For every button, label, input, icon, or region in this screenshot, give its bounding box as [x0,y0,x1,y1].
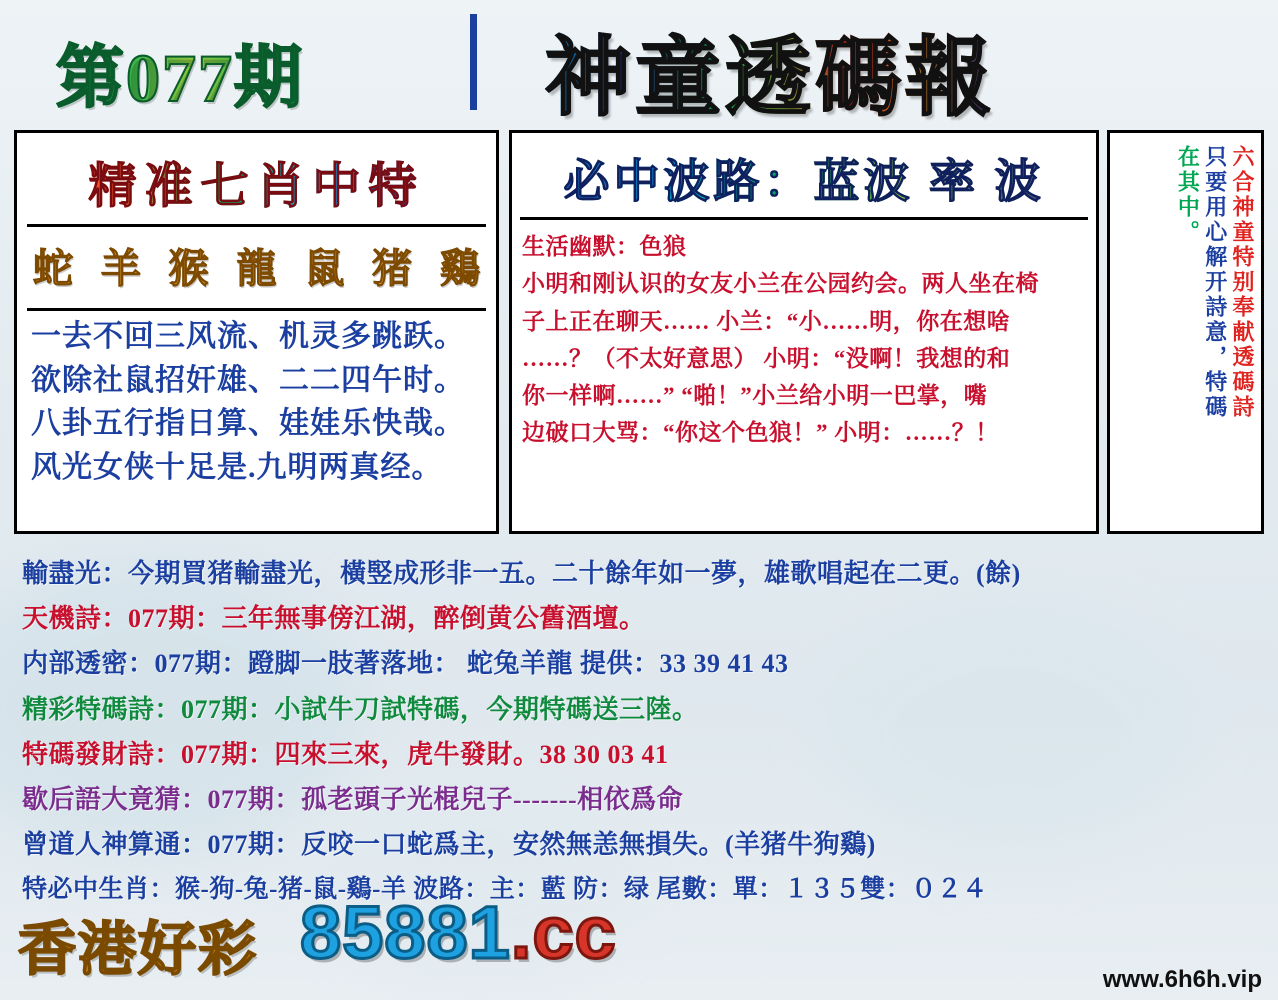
panel-vertical-note [1107,130,1264,534]
zodiac-item: 鼠 [304,246,345,291]
verse-line: 八卦五行指日算、娃娃乐快哉。 [31,407,465,440]
humor-line: 子上正在聊天…… 小兰：“小……明，你在想啥 [522,308,1011,334]
main-line: 天機詩：077期：三年無事傍江湖，醉倒黄公舊酒壇。 [22,604,646,634]
vertical-column: 只要用心解开詩意，特碼 [1202,145,1228,420]
main-line: 内部透密：077期：蹬脚一肢著落地： 蛇兔羊龍 提供：33 39 41 43 [22,649,789,679]
watermark-url: www.6h6h.vip [1102,966,1262,993]
humor-line: 边破口大骂：“你这个色狼！” 小明：……？！ [522,420,999,446]
verse-line: 风光女侠十足是.九明两真经。 [31,450,443,484]
humor-line: 你一样啊……” “啪！”小兰给小明一巴掌，嘴 [522,383,988,408]
zodiac-item: 龍 [236,246,277,291]
masthead-title: 神童透碼報 [545,8,995,132]
main-line: 特必中生肖：猴-狗-兔-猪-鼠-鷄-羊 波路：主：藍 防：绿 尾數：單：１３５雙：０２４ [22,875,988,903]
verse-line: 欲除社鼠招奸雄、二二四午时。 [31,363,465,397]
vertical-column: 在其中。 [1175,145,1201,245]
humor-line: 小明和刚认识的女友小兰在公园约会。两人坐在椅 [522,271,1039,297]
main-text-block [14,545,1264,911]
zodiac-item: 猴 [168,246,209,291]
watermark-left: 香港好彩 [18,917,259,982]
issue-number: 第077期 [56,24,304,121]
panel-mid-title: 必中波路：蓝波 率 波 [512,145,1096,211]
zodiac-row [17,227,496,300]
watermark-center-suffix: .cc [510,891,617,974]
humor-body [512,228,1096,452]
zodiac-item: 蛇 [33,246,73,291]
main-line: 特碼發財詩：077期：四來三來，虎牛發財。38 30 03 41 [22,739,669,769]
main-line: 曾道人神算通：077期：反咬一口蛇爲主，安然無恙無損失。(羊猪牛狗鷄) [22,830,876,860]
vertical-columns [1110,133,1261,531]
watermark-center [300,890,617,975]
panel-mid-rule [520,217,1088,220]
zodiac-item: 羊 [100,246,141,291]
verse-line: 一去不回三风流、机灵多跳跃。 [31,320,465,353]
main-line: 歇后語大竟猜：077期：孤老頭子光棍兒子-------相依爲命 [22,785,684,815]
humor-line: 生活幽默：色狼 [522,234,687,259]
main-line: 輸盡光：今期買猪輸盡光，橫竪成形非一五。二十餘年如一夢，雄歌唱起在二更。(餘) [22,559,1021,588]
page-header [0,0,1278,126]
panel-seven-zodiac [14,130,499,534]
main-line: 精彩特碼詩：077期：小試牛刀試特碼，今期特碼送三陸。 [22,694,699,724]
verse-list [17,311,496,489]
header-divider [470,14,477,110]
zodiac-item: 猪 [372,246,413,291]
zodiac-item: 鷄 [439,246,480,291]
top-panels [14,130,1264,538]
watermark-center-number: 85881 [300,891,511,974]
humor-line: ……？（不太好意思） 小明：“没啊！我想的和 [522,345,1011,371]
panel-left-title: 精准七肖中特 [17,147,496,216]
panel-humor [509,130,1099,534]
vertical-column: 六合神童特别奉献透碼詩 [1230,145,1255,420]
